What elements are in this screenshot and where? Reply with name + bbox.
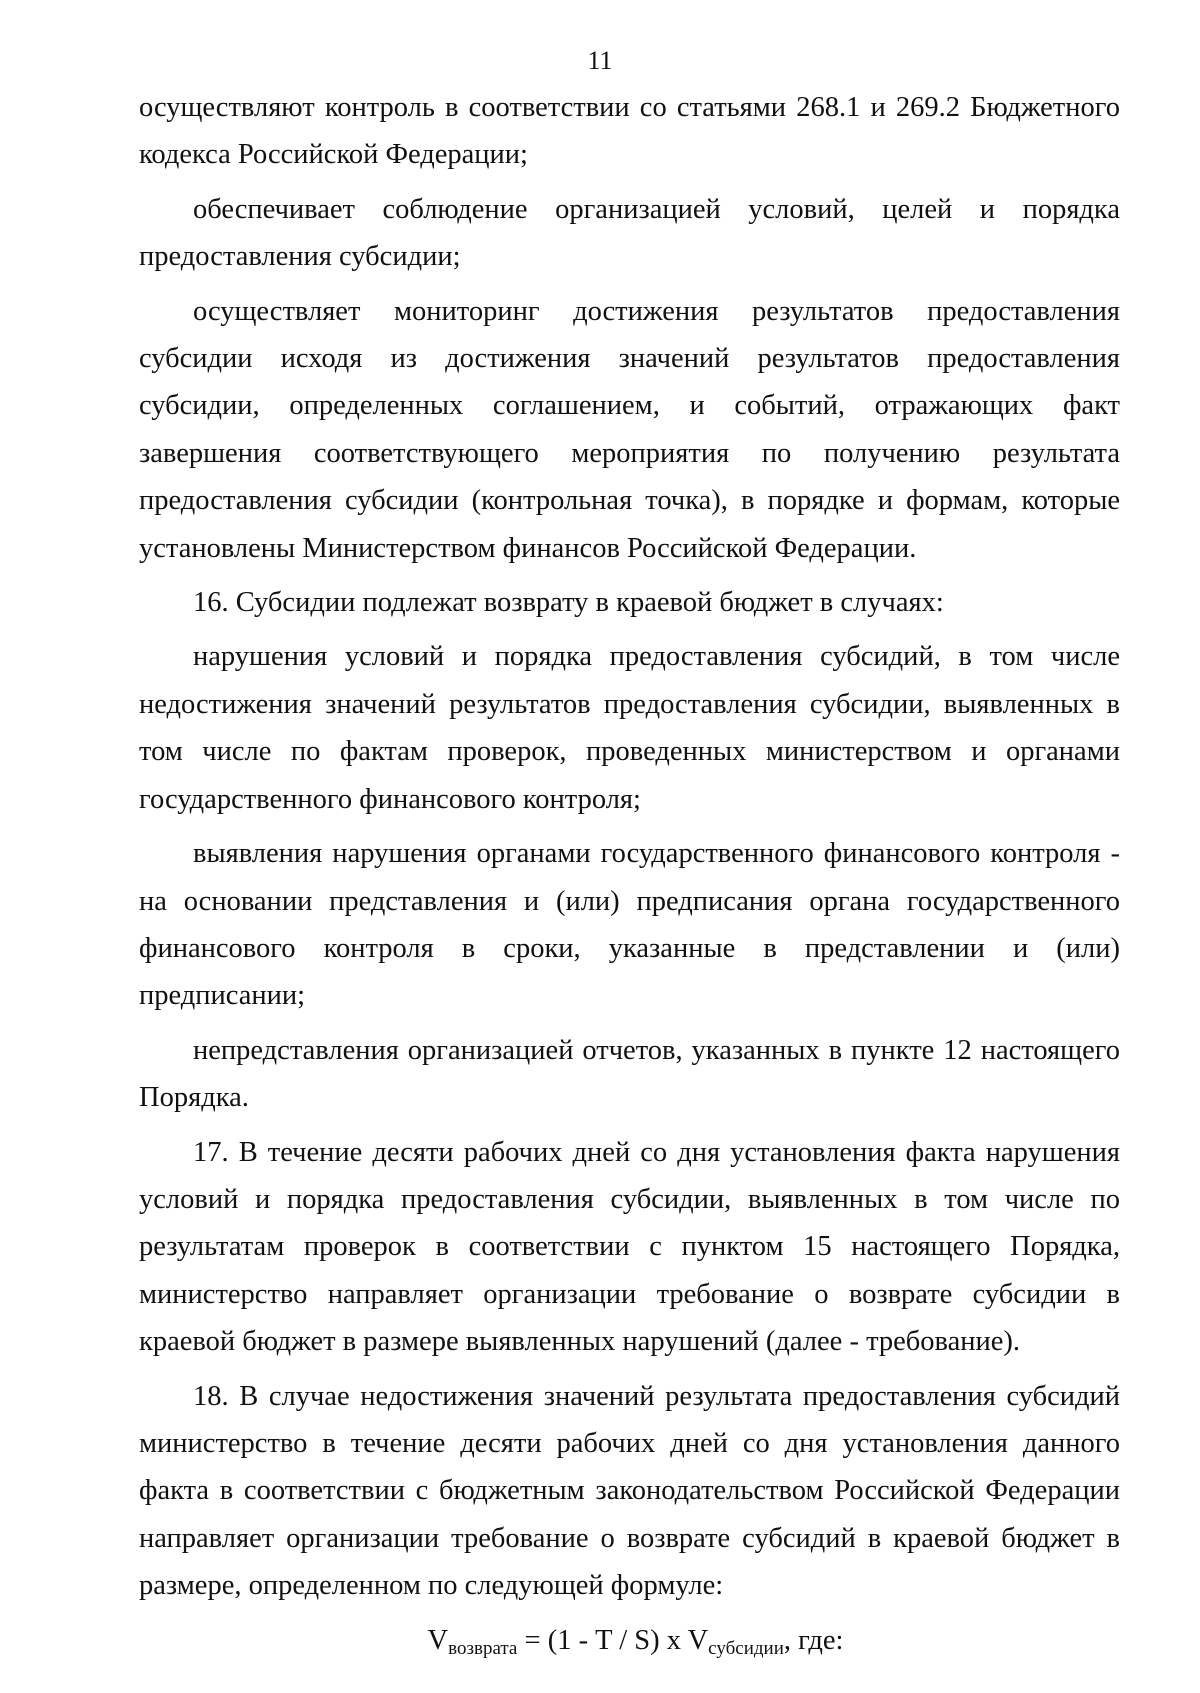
paragraph-control-articles: осуществляют контроль в соответствии со статьями 268.1 и 269.2 Бюджетного кодекса Российской Федерации; xyxy=(139,92,1120,171)
formula-expression: = (1 - T / S) x V xyxy=(517,1624,709,1656)
page-number: 11 xyxy=(587,46,613,75)
formula-v-refund: V xyxy=(427,1624,449,1656)
formula-sub-refund: возврата xyxy=(448,1637,518,1659)
formula-sub-subsidy: субсидии xyxy=(708,1637,784,1659)
paragraph-violation-conditions: нарушения условий и порядка предоставления субсидий, в том числе недостижения значений результатов предоставления субсидии, выявленных в том числе по фактам проверок, проведенных министерством и органами государственного финансового контроля; xyxy=(139,641,1120,815)
paragraph-violation-detected: выявления нарушения органами государственного финансового контроля - на основании представления и (или) предписания органа государственного финансового контроля в сроки, указанные в представлении и (или) предписании; xyxy=(139,838,1120,1012)
paragraph-item-18: 18. В случае недостижения значений результата предоставления субсидий министерство в течение десяти рабочих дней со дня установления данного факта в соответствии с бюджетным законодательством Российской Федерации направляет организации требование о возврате субсидий в краевой бюджет в размере, определенном по следующей формуле: xyxy=(139,1380,1120,1602)
paragraph-monitoring: осуществляет мониторинг достижения результатов предоставления субсидии исходя из достижения значений результатов предоставления субсидии, определенных соглашением, и событий, отражающих факт завершения соответствующего мероприятия по получению результата предоставления субсидии (контрольная точка), в порядке и формам, которые установлены Министерством финансов Российской Федерации. xyxy=(139,295,1120,564)
paragraph-reports-not-submitted: непредставления организацией отчетов, указанных в пункте 12 настоящего Порядка. xyxy=(139,1034,1120,1114)
paragraph-item-17: 17. В течение десяти рабочих дней со дня установления факта нарушения условий и порядка предоставления субсидии, выявленных в том числе по результатам проверок в соответствии с пунктом 15 настоящего Порядка, министерство направляет организации требование о возврате субсидии в краевой бюджет в размере выявленных нарушений (далее - требование). xyxy=(139,1136,1120,1358)
document-body xyxy=(139,84,1120,1664)
paragraph-ensures-compliance: обеспечивает соблюдение организацией условий, целей и порядка предоставления субсидии; xyxy=(139,193,1120,273)
refund-formula xyxy=(139,1617,1120,1664)
formula-tail: , где: xyxy=(783,1624,844,1656)
paragraph-item-16: 16. Субсидии подлежат возврату в краевой бюджет в случаях: xyxy=(193,587,944,619)
